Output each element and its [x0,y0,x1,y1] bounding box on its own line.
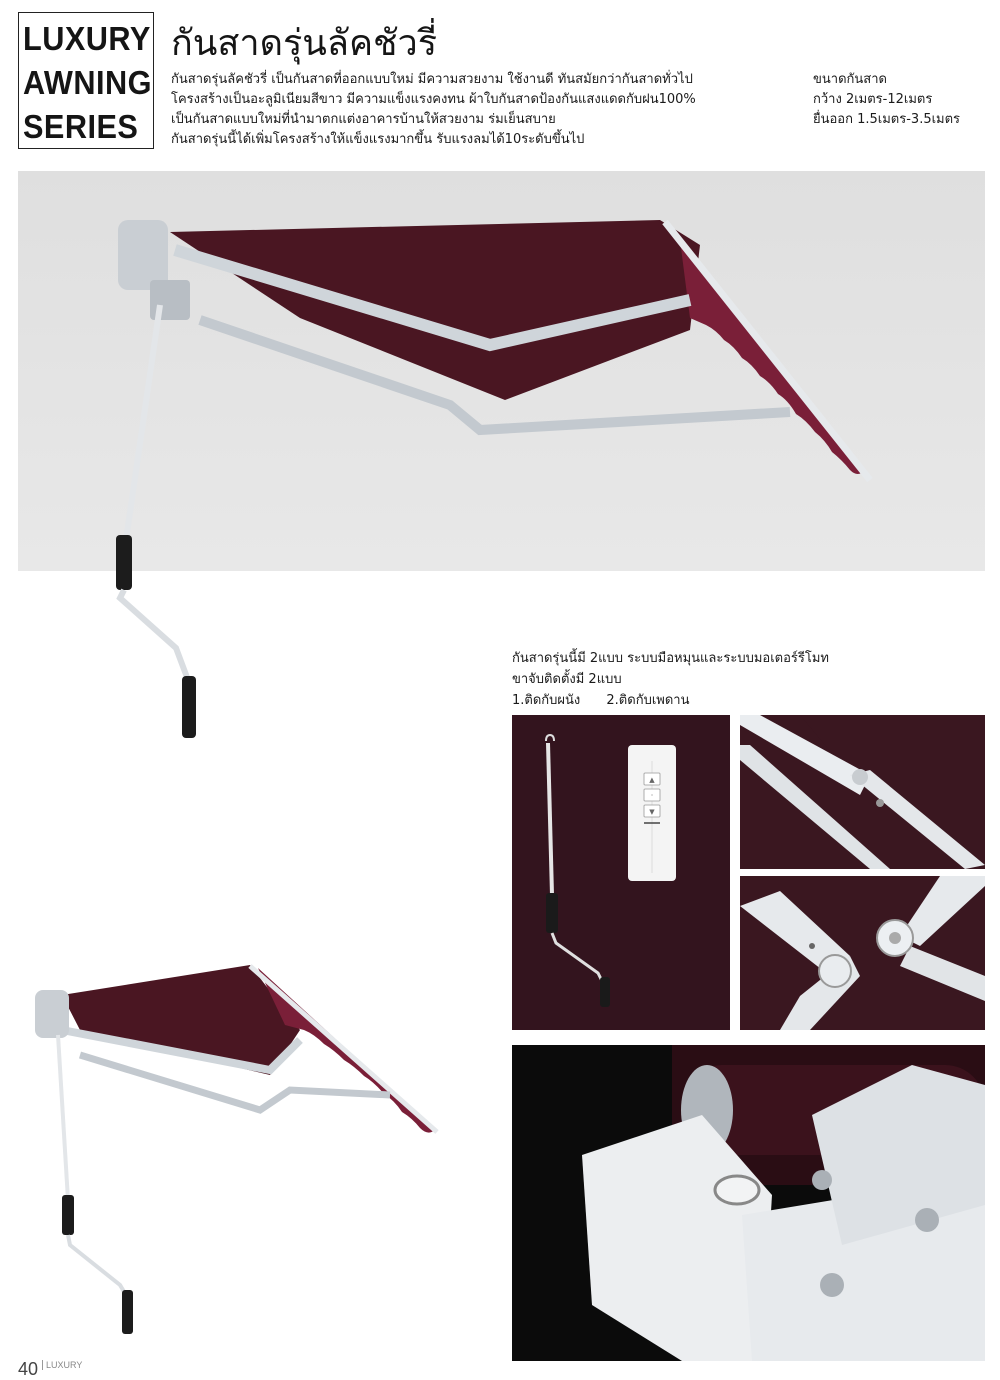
mount-options [512,690,982,711]
options-text [512,648,982,711]
crank-handle-panel [600,977,610,1007]
bracket-bolt-2 [915,1208,939,1232]
bracket-bolt-3 [812,1170,832,1190]
options-line-1: กันสาดรุ่นนี้มี 2แบบ ระบบมือหมุนและระบบมอเตอร์รีโมท [512,651,830,666]
mount-option-wall: 1.ติดกับผนัง [512,693,581,708]
description-line-2: โครงสร้างเป็นอะลูมิเนียมสีขาว มีความแข็งแรงคงทน ผ้าใบกันสาดป้องกันแสงแดดกับฝน100% [171,92,696,107]
page-title: กันสาดรุ่นลัคชัวรี่ [171,23,438,64]
size-width: กว้าง 2เมตร-12เมตร [813,92,933,107]
size-projection: ยื่นออก 1.5เมตร-3.5เมตร [813,112,961,127]
arm-joint-detail-photo-1 [740,715,985,869]
footer-label: LUXURY [42,1360,82,1370]
secondary-awning-illustration [0,0,500,1372]
remote-down-icon: ▼ [649,808,655,816]
arm-joint-detail-photo-2 [740,876,985,1030]
description-line-1: กันสาดรุ่นลัคชัวรี่ เป็นกันสาดที่ออกแบบใหม่ มีความสวยงาม ใช้งานดี ทันสมัยกว่ากันสาดทั่วไป [171,72,693,87]
joint-bolt [852,769,868,785]
bracket-closeup-photo [512,1045,985,1361]
description-line-3: เป็นกันสาดแบบใหม่ที่นำมาตกแต่งอาคารบ้านให้สวยงาม ร่มเย็นสบาย [171,112,556,127]
bracket-bolt-1 [820,1273,844,1297]
remote-crank-photo [512,715,730,1030]
size-heading: ขนาดกันสาด [813,72,887,87]
description-line-4: กันสาดรุ่นนี้ได้เพิ่มโครงสร้างให้แข็งแรงมากขึ้น รับแรงลมได้10ระดับขึ้นไป [171,132,585,147]
remote-stop-icon: · [650,791,654,800]
remote-up-icon: ▲ [649,776,655,784]
crank-eyelet [715,1176,759,1204]
options-line-2: ขาจับติดตั้งมี 2แบบ [512,672,622,687]
page-number: 40 [18,1359,39,1379]
series-line-1: LUXURY [23,20,151,57]
mount-option-ceiling: 2.ติดกับเพดาน [606,693,690,708]
series-line-2: AWNING [23,64,152,101]
crank-hook [546,735,554,741]
series-line-3: SERIES [23,108,139,145]
crank-grip-panel [546,893,558,933]
